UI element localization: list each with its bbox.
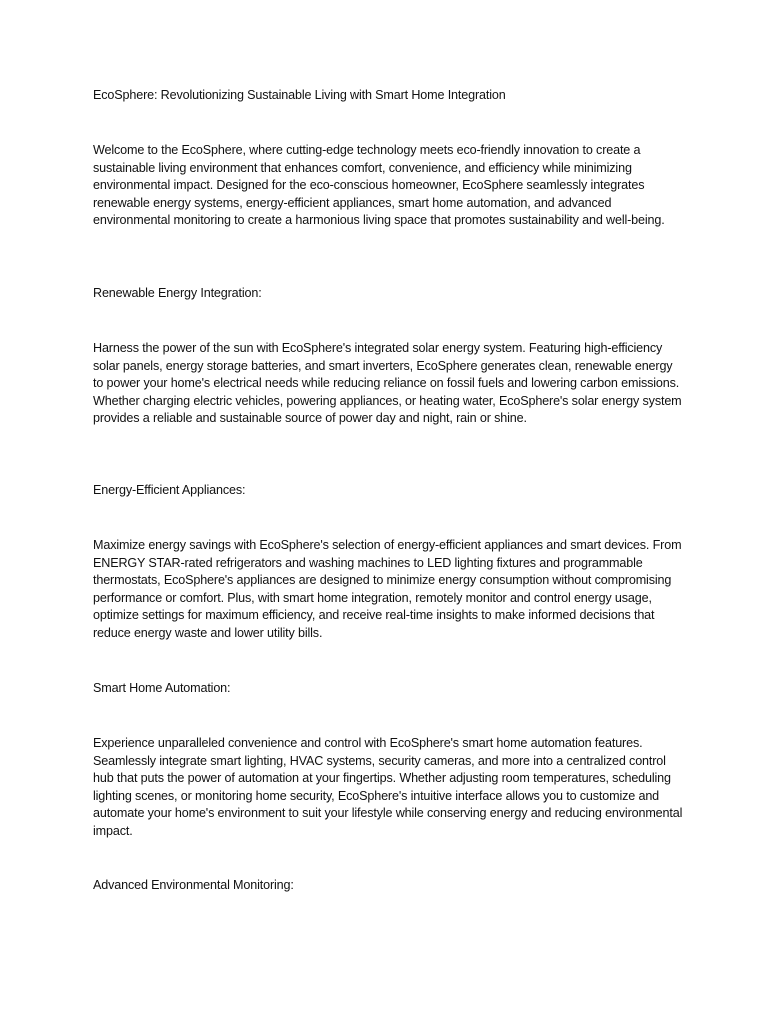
document-title: EcoSphere: Revolutionizing Sustainable Living with Smart Home Integration xyxy=(93,88,506,102)
intro-paragraph: Welcome to the EcoSphere, where cutting-edge technology meets eco-friendly innovation to create a sustainable living environment that enhances comfort, convenience, and efficiency while minimizing environmental impact. Designed for the eco-conscious homeowner, EcoSphere seamlessly integrates renewable energy systems, energy-efficient appliances, smart home automation, and advanced environmental monitoring to create a harmonious living space that promotes sustainability and well-being. xyxy=(93,143,665,228)
section-heading-energy-efficient-appliances: Energy-Efficient Appliances: xyxy=(93,483,246,497)
section-body-renewable-energy: Harness the power of the sun with EcoSphere's integrated solar energy system. Featuring high-efficiency solar panels, energy storage batteries, and smart inverters, EcoSphere generates clean, renewable energy to power your home's electrical needs while reducing reliance on fossil fuels and lowering carbon emissions. Whether charging electric vehicles, powering appliances, or heating water, EcoSphere's solar energy system provides a reliable and sustainable source of power day and night, rain or shine. xyxy=(93,341,682,426)
section-heading-renewable-energy: Renewable Energy Integration: xyxy=(93,286,262,300)
section-heading-smart-home-automation: Smart Home Automation: xyxy=(93,681,231,695)
section-body-smart-home-automation: Experience unparalleled convenience and control with EcoSphere's smart home automation features. Seamlessly integrate smart lighting, HVAC systems, security cameras, and more into a centralized control hub that puts the power of automation at your fingertips. Whether adjusting room temperatures, scheduling lighting scenes, or monitoring home security, EcoSphere's intuitive interface allows you to customize and automate your home's environment to suit your lifestyle while conserving energy and reducing environmental impact. xyxy=(93,736,683,838)
section-body-energy-efficient-appliances: Maximize energy savings with EcoSphere's selection of energy-efficient appliances and smart devices. From ENERGY STAR-rated refrigerators and washing machines to LED lighting fixtures and programmable thermostats, EcoSphere's appliances are designed to minimize energy consumption without compromising performance or comfort. Plus, with smart home integration, remotely monitor and control energy usage, optimize settings for maximum efficiency, and receive real-time insights to make informed decisions that reduce energy waste and lower utility bills. xyxy=(93,538,682,640)
section-heading-environmental-monitoring: Advanced Environmental Monitoring: xyxy=(93,878,294,892)
